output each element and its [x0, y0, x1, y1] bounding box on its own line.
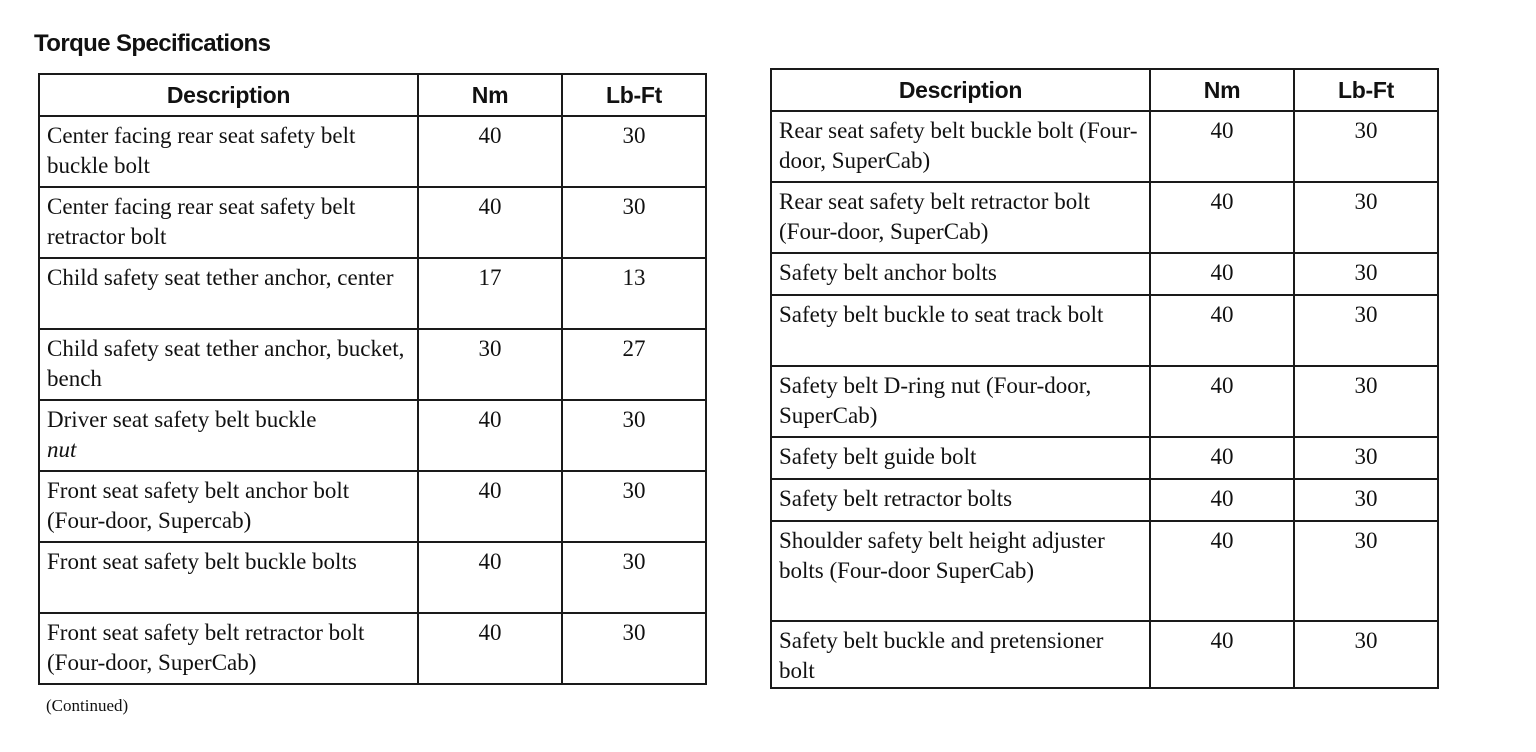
description-cell: Center facing rear seat safety belt retractor bolt	[39, 187, 418, 258]
nm-cell: 40	[1150, 295, 1294, 366]
table-header-row	[39, 74, 706, 116]
table-row	[39, 258, 706, 329]
table-row	[771, 621, 1438, 688]
lbft-cell: 30	[1294, 182, 1438, 253]
nm-cell: 40	[418, 471, 562, 542]
description-cell: Safety belt buckle to seat track bolt	[771, 295, 1150, 366]
description-cell: Front seat safety belt anchor bolt (Four-door, Supercab)	[39, 471, 418, 542]
table-row	[771, 111, 1438, 182]
table-row	[39, 400, 706, 471]
nm-cell: 40	[1150, 521, 1294, 621]
column-header-description: Description	[771, 69, 1150, 111]
description-cell: Front seat safety belt buckle bolts	[39, 542, 418, 613]
nm-cell: 40	[1150, 479, 1294, 521]
description-cell: Safety belt guide bolt	[771, 437, 1150, 479]
nm-cell: 40	[418, 613, 562, 684]
lbft-cell: 30	[1294, 621, 1438, 688]
nm-cell: 17	[418, 258, 562, 329]
nm-cell: 40	[1150, 437, 1294, 479]
table-row	[39, 116, 706, 187]
nm-cell: 40	[418, 116, 562, 187]
table-row	[771, 521, 1438, 621]
table-row	[39, 613, 706, 684]
lbft-cell: 30	[562, 116, 706, 187]
continued-note: (Continued)	[46, 696, 129, 715]
torque-table-right	[770, 68, 1439, 689]
lbft-cell: 30	[562, 471, 706, 542]
nm-cell: 40	[418, 542, 562, 613]
table-header-row	[771, 69, 1438, 111]
description-cell: Safety belt retractor bolts	[771, 479, 1150, 521]
lbft-cell: 30	[1294, 111, 1438, 182]
description-cell: Shoulder safety belt height adjuster bolts (Four-door SuperCab)	[771, 521, 1150, 621]
nm-cell: 40	[1150, 621, 1294, 688]
lbft-cell: 30	[1294, 253, 1438, 295]
lbft-cell: 30	[1294, 521, 1438, 621]
description-text: Driver seat safety belt buckle	[47, 407, 317, 432]
table-row	[39, 329, 706, 400]
lbft-cell: 13	[562, 258, 706, 329]
description-cell: Safety belt D-ring nut (Four-door, SuperCab)	[771, 366, 1150, 437]
description-italic-text: nut	[47, 437, 77, 462]
column-header-lbft: Lb-Ft	[1294, 69, 1438, 111]
description-cell: Rear seat safety belt retractor bolt (Four-door, SuperCab)	[771, 182, 1150, 253]
table-row	[771, 366, 1438, 437]
lbft-cell: 30	[562, 542, 706, 613]
nm-cell: 40	[418, 187, 562, 258]
table-row	[771, 182, 1438, 253]
description-cell: Safety belt buckle and pretensioner bolt	[771, 621, 1150, 688]
nm-cell: 40	[418, 400, 562, 471]
lbft-cell: 30	[562, 400, 706, 471]
description-cell: Center facing rear seat safety belt buckle bolt	[39, 116, 418, 187]
lbft-cell: 30	[562, 613, 706, 684]
lbft-cell: 30	[562, 187, 706, 258]
description-cell: Safety belt anchor bolts	[771, 253, 1150, 295]
nm-cell: 40	[1150, 182, 1294, 253]
column-header-nm: Nm	[418, 74, 562, 116]
table-row	[771, 479, 1438, 521]
table-row	[771, 295, 1438, 366]
table-row	[771, 437, 1438, 479]
description-cell: Child safety seat tether anchor, center	[39, 258, 418, 329]
table-row	[39, 542, 706, 613]
column-header-description: Description	[39, 74, 418, 116]
lbft-cell: 30	[1294, 479, 1438, 521]
column-header-nm: Nm	[1150, 69, 1294, 111]
torque-table-left	[38, 73, 707, 685]
lbft-cell: 30	[1294, 366, 1438, 437]
table-row	[771, 253, 1438, 295]
description-cell: Front seat safety belt retractor bolt (Four-door, SuperCab)	[39, 613, 418, 684]
lbft-cell: 30	[1294, 437, 1438, 479]
lbft-cell: 30	[1294, 295, 1438, 366]
description-cell: Child safety seat tether anchor, bucket, bench	[39, 329, 418, 400]
description-cell	[39, 400, 418, 471]
description-cell: Rear seat safety belt buckle bolt (Four-door, SuperCab)	[771, 111, 1150, 182]
table-row	[39, 471, 706, 542]
nm-cell: 40	[1150, 253, 1294, 295]
page-title: Torque Specifications	[34, 30, 271, 57]
nm-cell: 30	[418, 329, 562, 400]
nm-cell: 40	[1150, 366, 1294, 437]
lbft-cell: 27	[562, 329, 706, 400]
table-row	[39, 187, 706, 258]
nm-cell: 40	[1150, 111, 1294, 182]
column-header-lbft: Lb-Ft	[562, 74, 706, 116]
